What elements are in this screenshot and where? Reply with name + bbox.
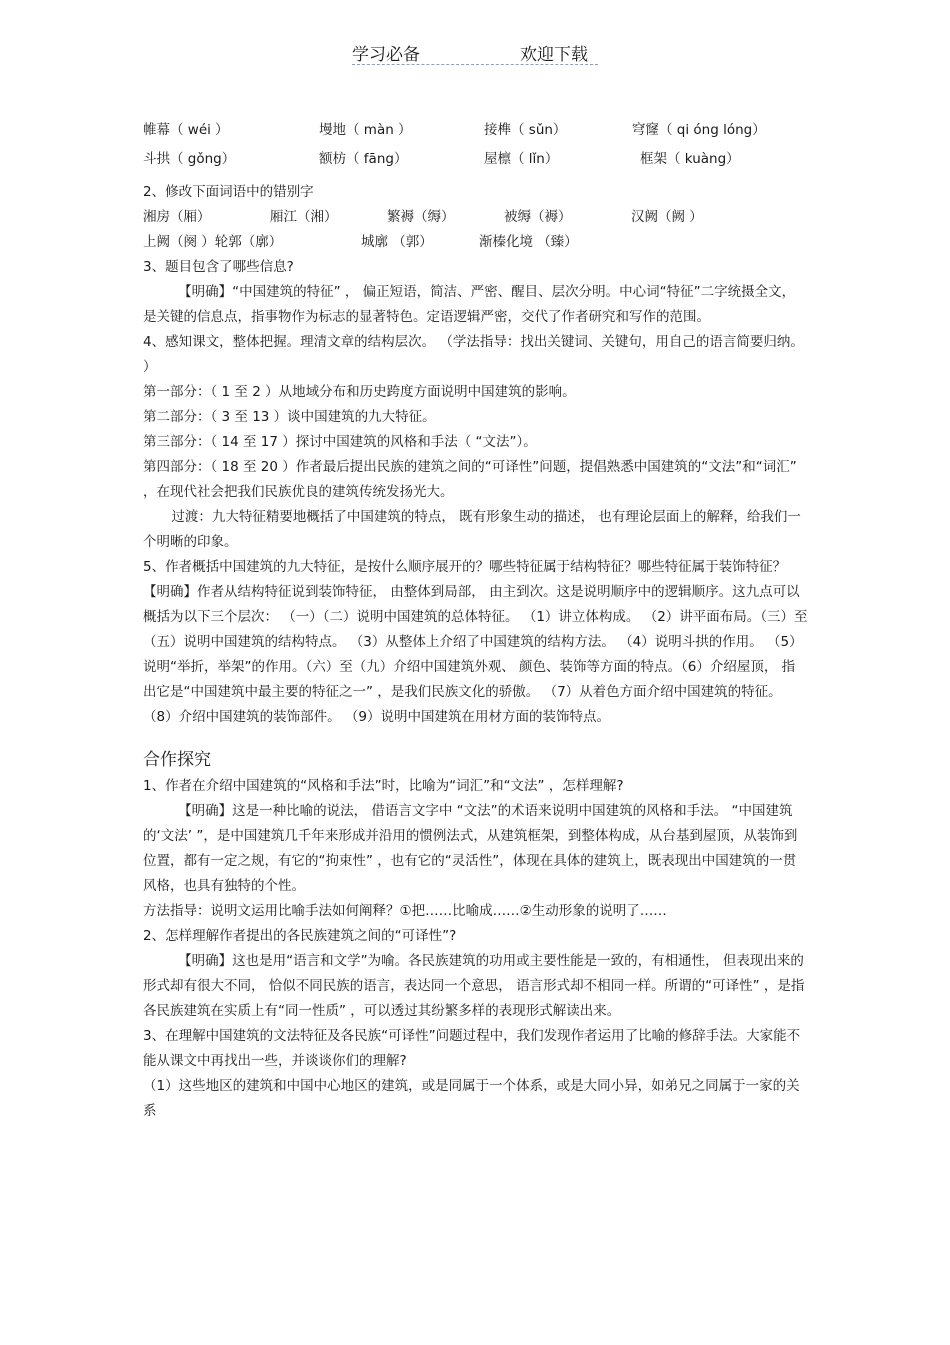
typo-row-2 <box>143 230 808 255</box>
q3-answer: 【明确】“中国建筑的特征” ， 偏正短语，简洁、严密、醒目、层次分明。中心词“特征”二字统摄全文，是关键的信息点，指事物作为标志的显著特色。定语逻辑严密，交代了作者研究和写作的范围。 <box>143 284 796 325</box>
q4-part-1: 第一部分：（ 1 至 2 ）从地域分布和历史跨度方面说明中国建筑的影响。 <box>143 384 576 400</box>
pinyin-item: 帷幕（ wéi ） <box>143 122 229 138</box>
pinyin-item: 额枋（ fāng） <box>319 151 408 167</box>
pinyin-row-2 <box>143 147 808 176</box>
header-divider <box>352 64 598 65</box>
typo-item: 上阙（阕 ）轮郭（廓） <box>143 234 283 250</box>
q4-title: 4、感知课文，整体把握。理清文章的结构层次。 （学法指导：找出关键词、关键句，用自己的语言简要归纳。 ） <box>143 334 804 375</box>
pinyin-item: 框架（ kuàng） <box>640 151 740 167</box>
typo-item: 汉阙（阙 ） <box>631 209 703 225</box>
typo-item: 城廓 （郭） <box>361 234 433 250</box>
q4-part-3: 第三部分：（ 14 至 17 ）探讨中国建筑的风格和手法（ “文法”）。 <box>143 434 537 450</box>
q5-title: 5、作者概括中国建筑的九大特征，是按什么顺序展开的？哪些特征属于结构特征？哪些特征属于装饰特征？ <box>143 559 787 575</box>
coop-q2-answer: 【明确】这也是用“语言和文学”为喻。各民族建筑的功用或主要性能是一致的，有相通性， 但表现出来的形式却有很大不同， 恰似不同民族的语言，表达同一个意思， 语言形式却不相同一样。所谓的“可译性” ，是指各民族建筑在实质上有“同一性质” ，可以透过其纷繁多样的表现形式解读出来。 <box>143 953 805 1019</box>
coop-q3-item-1: （1）这些地区的建筑和中国中心地区的建筑，或是同属于一个体系，或是大同小异，如弟兄之同属于一家的关系 <box>143 1078 800 1119</box>
document-body <box>143 118 808 1124</box>
coop-q1-answer: 【明确】这是一种比喻的说法， 借语言文字中 “文法”的术语来说明中国建筑的风格和手法。 “中国建筑的‘文法’ ”，是中国建筑几千年来形成并沿用的惯例法式，从建筑框架，到整体构成，从台基到屋顶，从装饰到位置，都有一定之规，有它的“拘束性” ，也有它的“灵活性”，体现在具体的建筑上，既表现出中国建筑的一贯风格，也具有独特的个性。 <box>143 803 798 894</box>
typo-row-1 <box>143 205 808 230</box>
pinyin-item: 穹窿（ qi óng lóng） <box>632 122 766 138</box>
q2-title: 2、修改下面词语中的错别字 <box>143 184 314 200</box>
page-header <box>0 40 950 70</box>
typo-item: 被缛（褥） <box>504 209 572 225</box>
typo-item: 湘房（厢） <box>143 209 211 225</box>
header-left: 学习必备 <box>352 45 420 65</box>
header-right: 欢迎下载 <box>520 45 588 65</box>
q4-part-4: 第四部分：（ 18 至 20 ）作者最后提出民族的建筑之间的“可译性”问题，提倡熟悉中国建筑的“文法”和“词汇” ，在现代社会把我们民族优良的建筑传统发扬光大。 <box>143 459 797 500</box>
q5-answer: 【明确】作者从结构特征说到装饰特征， 由整体到局部， 由主到次。这是说明顺序中的逻辑顺序。这九点可以概括为以下三个层次： （一）（二）说明中国建筑的总体特征。 （1）讲立体构成。 （2）讲平面布局。（三）至（五）说明中国建筑的结构特点。 （3）从整体上介绍了中国建筑的结构方法。 （4）说明斗拱的作用。 （5）说明“举折，举架”的作用。（六）至（九）介绍中国建筑外观、 颜色、装饰等方面的特点。（6）介绍屋顶， 指出它是“中国建筑中最主要的特征之一” ，是我们民族文化的骄傲。 （7）从着色方面介绍中国建筑的特征。 （8）介绍中国建筑的装饰部件。 （9）说明中国建筑在用材方面的装饰特点。 <box>143 584 808 725</box>
coop-q2-title: 2、怎样理解作者提出的各民族建筑之间的“可译性”? <box>143 928 457 944</box>
pinyin-item: 屋檩（ lǐn） <box>484 151 559 167</box>
typo-item: 繁褥（缛） <box>387 209 455 225</box>
pinyin-item: 接榫（ sǔn） <box>484 122 567 138</box>
q4-part-2: 第二部分：（ 3 至 13 ）谈中国建筑的九大特征。 <box>143 409 436 425</box>
q4-transition: 过渡：九大特征精要地概括了中国建筑的特点， 既有形象生动的描述， 也有理论层面上的解释，给我们一个明晰的印象。 <box>143 509 801 550</box>
coop-q3-title: 3、在理解中国建筑的文法特征及各民族“可译性”问题过程中，我们发现作者运用了比喻的修辞手法。大家能不能从课文中再找出一些，并谈谈你们的理解? <box>143 1028 801 1069</box>
pinyin-row-1 <box>143 118 808 147</box>
q3-title: 3、题目包含了哪些信息? <box>143 259 294 275</box>
coop-q1-method: 方法指导：说明文运用比喻手法如何阐释？①把……比喻成……②生动形象的说明了…… <box>143 903 667 919</box>
coop-q1-title: 1、作者在介绍中国建筑的“风格和手法”时，比喻为“词汇”和“文法” ，怎样理解? <box>143 778 624 794</box>
typo-item: 厢江（湘） <box>270 209 338 225</box>
coop-section-title: 合作探究 <box>143 750 211 770</box>
pinyin-item: 斗拱（ gǒng） <box>143 151 236 167</box>
typo-item: 渐榛化境 （臻） <box>479 234 578 250</box>
pinyin-item: 墁地（ màn ） <box>319 122 412 138</box>
